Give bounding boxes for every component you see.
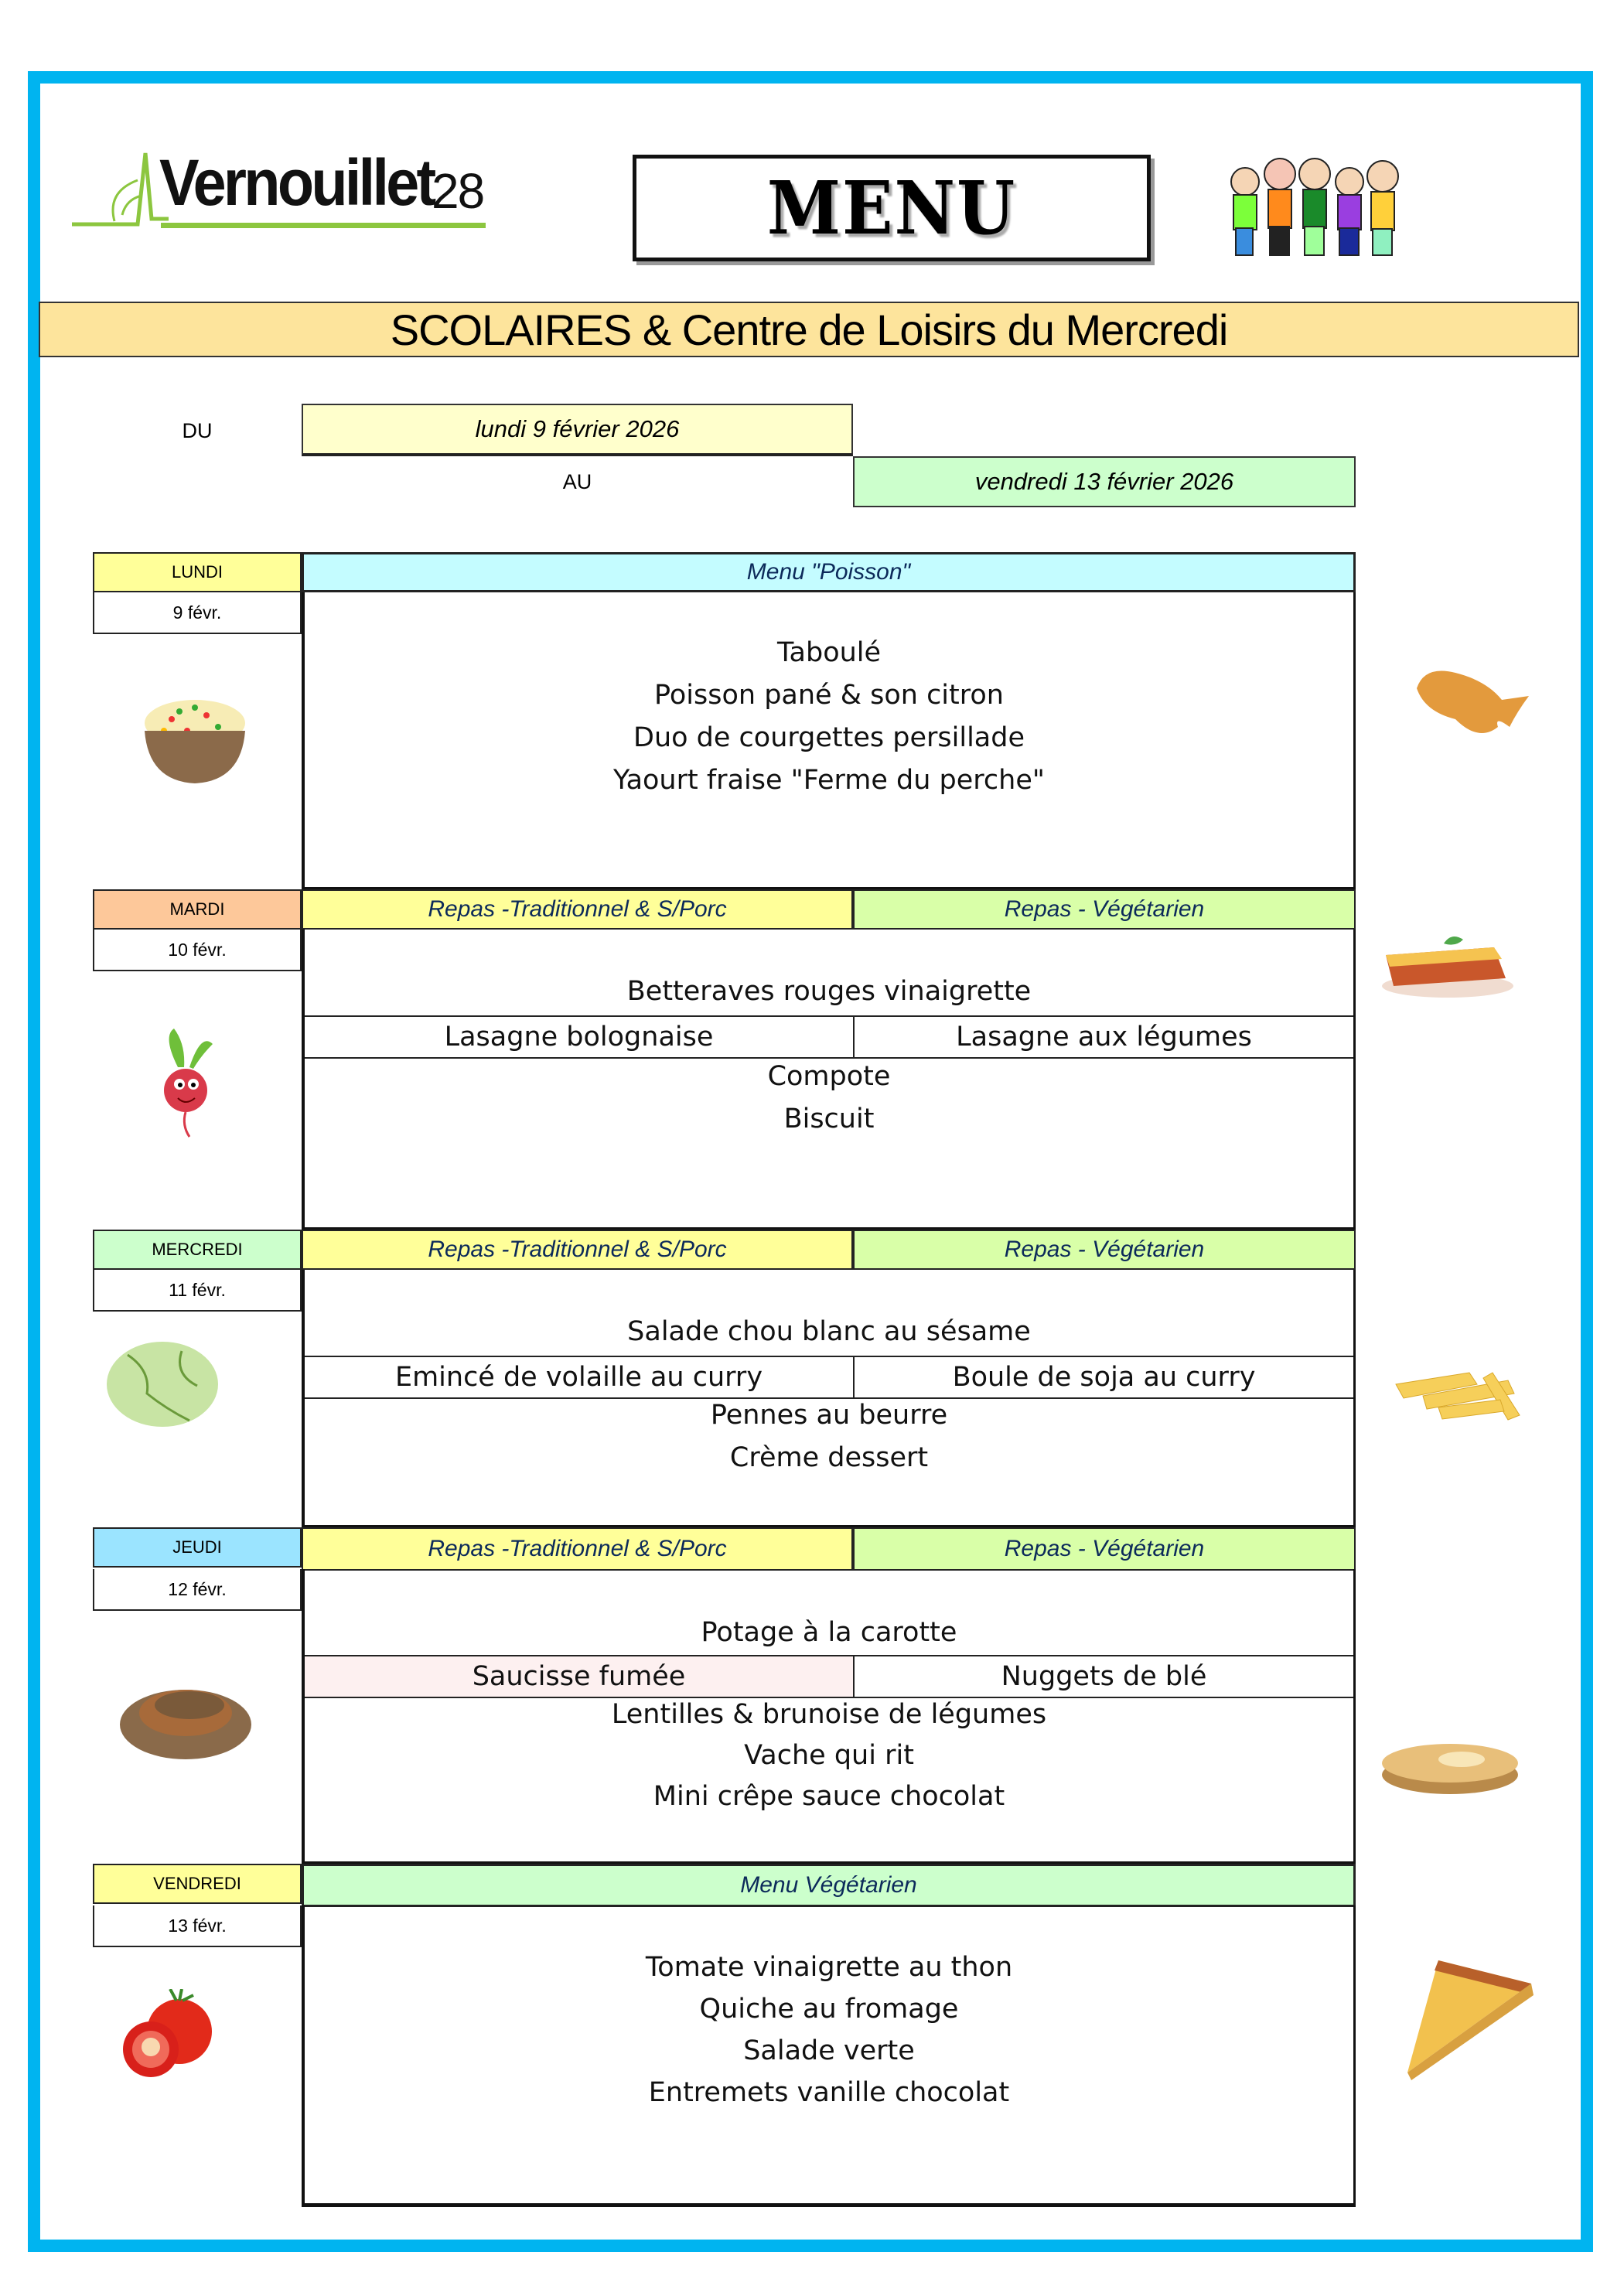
menu-title-box	[633, 155, 1151, 261]
menu-item: Mini crêpe sauce chocolat	[653, 1781, 1005, 1812]
menu-body-vendredi	[302, 1905, 1356, 2207]
menu-body-mardi	[302, 930, 1356, 1230]
logo-emblem-icon	[68, 145, 169, 238]
beetroot-icon	[155, 1029, 217, 1145]
main-traditional: Emincé de volaille au curry	[305, 1357, 855, 1397]
to-label: AU	[562, 469, 592, 493]
main-vegetarian: Boule de soja au curry	[952, 1362, 1256, 1393]
day-date-vendredi: 13 févr.	[93, 1905, 302, 1947]
menu-item: Salade verte	[743, 2035, 915, 2066]
starter: Betteraves rouges vinaigrette	[626, 976, 1032, 1007]
subtitle-band: SCOLAIRES & Centre de Loisirs du Mercredi	[39, 302, 1579, 357]
menu-header-lundi: Menu "Poisson"	[302, 552, 1356, 592]
tomato-icon	[116, 1989, 224, 2082]
header-vegetarian-mercredi: Repas - Végétarien	[853, 1230, 1356, 1270]
day-date-lundi: 9 févr.	[93, 592, 302, 634]
lentils-icon	[116, 1670, 255, 1763]
to-date: vendredi 13 février 2026	[853, 456, 1356, 507]
menu-item: Pennes au beurre	[710, 1400, 948, 1431]
menu-body-lundi	[302, 592, 1356, 889]
taboule-bowl-icon	[133, 692, 257, 793]
vernouillet-logo	[68, 145, 501, 238]
from-label: DU	[182, 418, 213, 442]
menu-item: Biscuit	[783, 1104, 875, 1134]
header-vegetarian-mardi: Repas - Végétarien	[853, 889, 1356, 930]
menu-item: Compote	[767, 1061, 891, 1092]
menu-item: Tomate vinaigrette au thon	[645, 1952, 1013, 1983]
menu-body-jeudi	[302, 1569, 1356, 1864]
menu-item: Vache qui rit	[744, 1740, 914, 1771]
header-traditional-mercredi: Repas -Traditionnel & S/Porc	[302, 1230, 853, 1270]
menu-title: MENU	[766, 165, 1017, 251]
menu-item: Poisson pané & son citron	[654, 680, 1004, 711]
from-date: lundi 9 février 2026	[302, 404, 853, 456]
day-date-jeudi: 12 févr.	[93, 1569, 302, 1611]
menu-body-mercredi	[302, 1270, 1356, 1527]
crepes-icon	[1377, 1732, 1523, 1802]
day-label-mercredi: MERCREDI	[93, 1230, 302, 1270]
children-group-icon	[1206, 147, 1423, 263]
main-vegetarian: Lasagne aux légumes	[956, 1022, 1252, 1052]
menu-item: Duo de courgettes persillade	[633, 722, 1025, 753]
day-date-mercredi: 11 févr.	[93, 1270, 302, 1312]
logo-number: 28	[432, 163, 484, 219]
menu-item: Lentilles & brunoise de légumes	[611, 1699, 1047, 1730]
day-label-mardi: MARDI	[93, 889, 302, 930]
main-traditional: Lasagne bolognaise	[305, 1017, 855, 1057]
menu-item: Yaourt fraise "Ferme du perche"	[613, 765, 1045, 796]
logo-name: Vernouillet	[159, 146, 434, 219]
header-vegetarian-jeudi: Repas - Végétarien	[853, 1527, 1356, 1571]
quiche-icon	[1392, 1949, 1539, 2080]
day-label-vendredi: VENDREDI	[93, 1864, 302, 1904]
logo-underline	[161, 223, 486, 228]
starter: Potage à la carotte	[701, 1617, 957, 1648]
day-label-jeudi: JEUDI	[93, 1527, 302, 1568]
menu-item: Taboulé	[776, 637, 882, 668]
breaded-fish-icon	[1409, 665, 1533, 758]
header-traditional-mardi: Repas -Traditionnel & S/Porc	[302, 889, 853, 930]
day-date-mardi: 10 févr.	[93, 930, 302, 971]
day-label-lundi: LUNDI	[93, 552, 302, 592]
lasagna-icon	[1378, 924, 1517, 1001]
penne-pasta-icon	[1392, 1361, 1539, 1438]
cabbage-icon	[104, 1339, 228, 1432]
starter: Salade chou blanc au sésame	[627, 1316, 1031, 1347]
main-traditional: Saucisse fumée	[305, 1656, 855, 1697]
menu-item: Quiche au fromage	[699, 1994, 959, 2025]
menu-header-vendredi: Menu Végétarien	[302, 1864, 1356, 1907]
menu-item: Entremets vanille chocolat	[648, 2077, 1010, 2108]
menu-item: Crème dessert	[729, 1442, 929, 1473]
header-traditional-jeudi: Repas -Traditionnel & S/Porc	[302, 1527, 853, 1571]
main-vegetarian: Nuggets de blé	[1001, 1661, 1207, 1692]
